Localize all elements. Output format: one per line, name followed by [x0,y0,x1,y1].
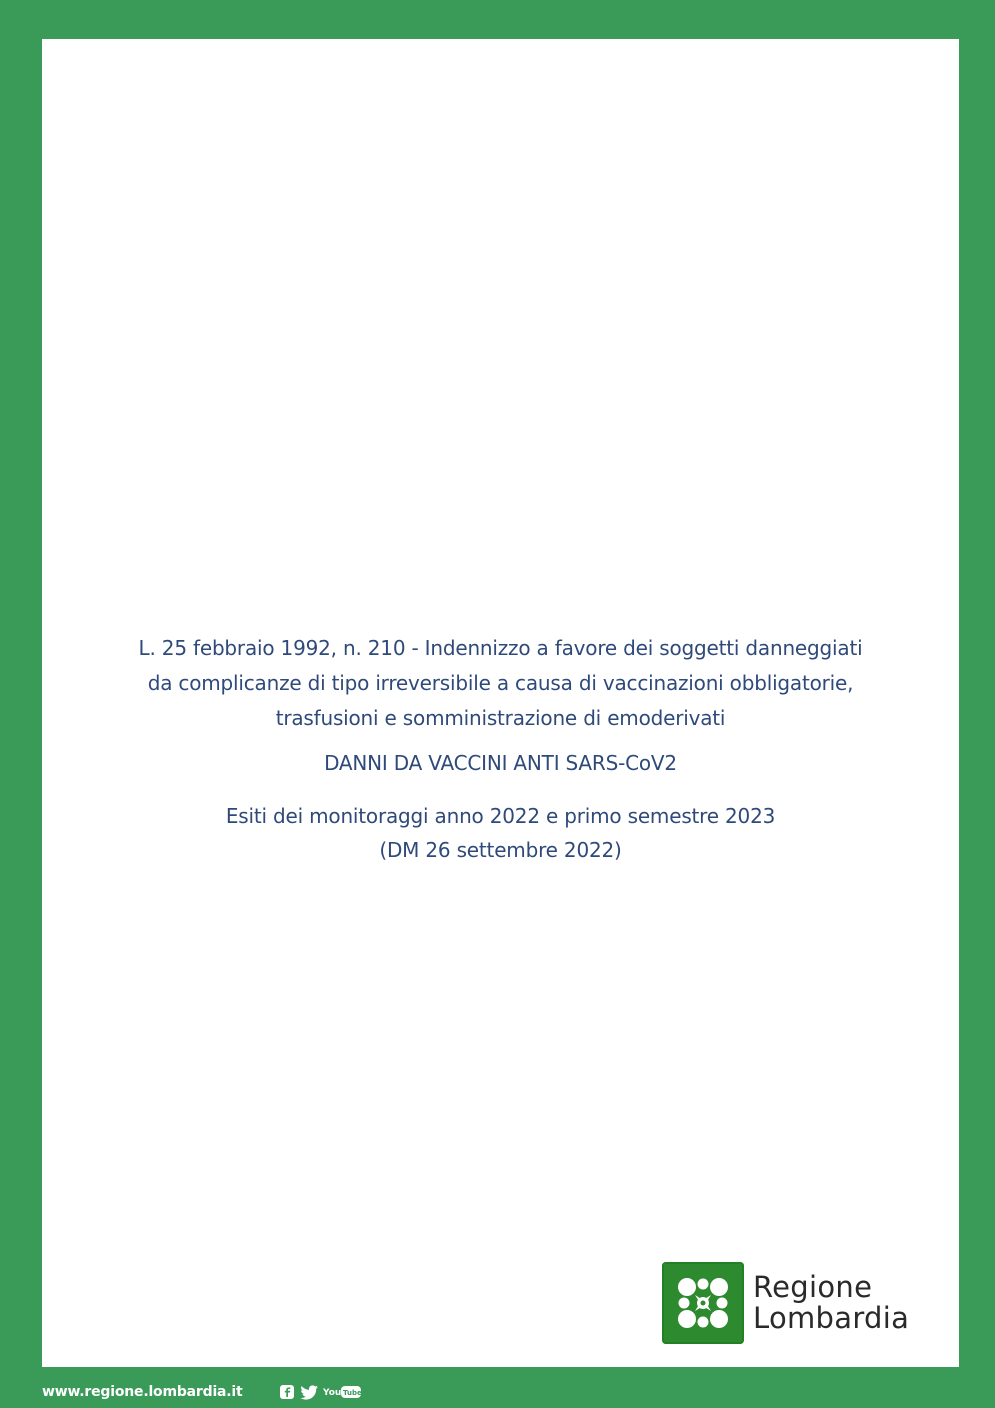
svg-text:Tube: Tube [342,1389,362,1397]
website-link[interactable]: www.regione.lombardia.it [42,1384,243,1400]
title-block [42,631,959,867]
logo-line-2: Lombardia [753,1301,910,1335]
svg-text:You: You [322,1388,341,1398]
rosa-camuna-icon [662,1262,744,1344]
logo-wordmark [753,1272,909,1334]
social-links [279,1384,363,1400]
law-reference [42,631,959,736]
results-line-2: (DM 26 settembre 2022) [379,838,622,862]
law-line-1: L. 25 febbraio 1992, n. 210 - Indennizzo a favore dei soggetti danneggiati [138,636,863,660]
footer-bar [42,1380,363,1404]
regione-lombardia-logo [662,1262,909,1344]
document-subtitle: DANNI DA VACCINI ANTI SARS-CoV2 [324,751,677,775]
twitter-icon[interactable] [299,1384,319,1400]
youtube-icon[interactable] [323,1384,363,1400]
law-line-3: trasfusioni e somministrazione di emoderivati [275,706,726,730]
facebook-icon[interactable] [279,1384,295,1400]
logo-line-1: Regione [753,1270,873,1304]
results-line-1: Esiti dei monitoraggi anno 2022 e primo semestre 2023 [225,804,776,828]
law-line-2: da complicanze di tipo irreversibile a causa di vaccinazioni obbligatorie, [147,671,854,695]
cover-page [42,39,959,1367]
results-heading [42,799,959,867]
